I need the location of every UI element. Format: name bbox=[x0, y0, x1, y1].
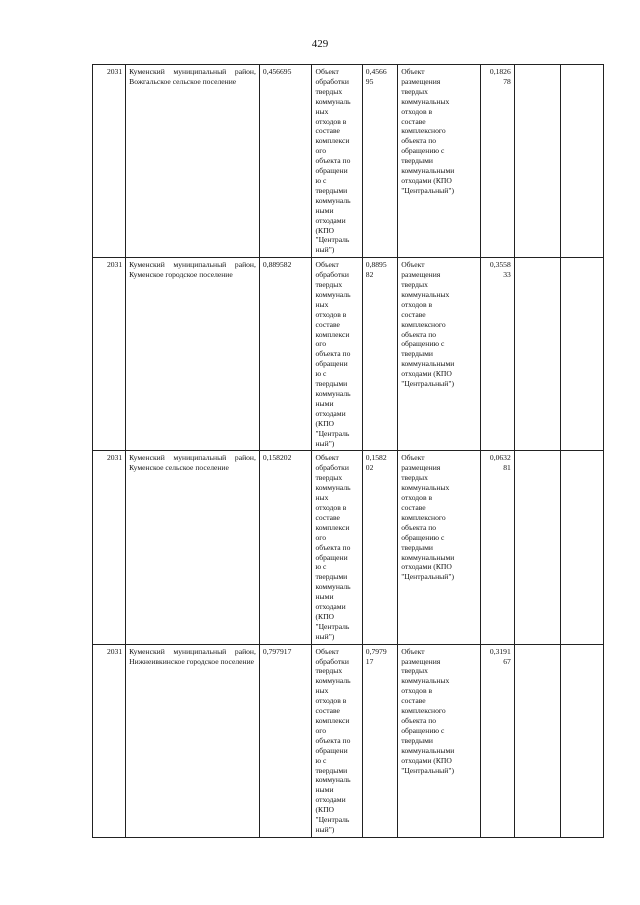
placement-object-cell bbox=[398, 258, 480, 451]
processing-object-text: Объект обработки твердых коммуналь ных отходов в составе комплекси ого объекта по обращени ю с твердыми коммуналь ными отходами (КПО "Централь ный") bbox=[315, 260, 351, 448]
processing-volume-text: 0,1582 02 bbox=[365, 453, 387, 473]
placement-object-text: Объект размещения твердых коммунальных отходов в составе комплексного объекта по обращению с твердыми коммунальными отходами (КПО "Центральный") bbox=[401, 646, 455, 775]
empty-cell bbox=[514, 644, 560, 837]
placement-object-cell bbox=[398, 451, 480, 644]
placement-volume-cell bbox=[480, 451, 514, 644]
placement-object-cell bbox=[398, 65, 480, 258]
placement-object-text: Объект размещения твердых коммунальных отходов в составе комплексного объекта по обращению с твердыми коммунальными отходами (КПО "Центральный") bbox=[401, 453, 455, 582]
empty-cell bbox=[560, 644, 604, 837]
processing-object-cell bbox=[312, 258, 362, 451]
table-row bbox=[93, 644, 604, 837]
year-cell: 2031 bbox=[93, 258, 126, 451]
processing-volume-cell bbox=[362, 451, 397, 644]
placement-volume-cell bbox=[480, 65, 514, 258]
placement-volume-cell bbox=[480, 258, 514, 451]
placement-volume-text: 0,1826 78 bbox=[489, 67, 511, 86]
processing-volume-cell bbox=[362, 644, 397, 837]
empty-cell bbox=[560, 258, 604, 451]
processing-object-cell bbox=[312, 451, 362, 644]
volume-cell: 0,456695 bbox=[259, 65, 312, 258]
processing-volume-cell bbox=[362, 258, 397, 451]
placement-volume-text: 0,3191 67 bbox=[489, 646, 511, 666]
municipality-cell: Куменский муниципальный район, Нижнеивкинское городское поселение bbox=[126, 644, 260, 837]
year-cell: 2031 bbox=[93, 451, 126, 644]
empty-cell bbox=[514, 451, 560, 644]
table-row bbox=[93, 451, 604, 644]
processing-volume-text: 0,8895 82 bbox=[365, 260, 387, 280]
placement-object-text: Объект размещения твердых коммунальных отходов в составе комплексного объекта по обращению с твердыми коммунальными отходами (КПО "Центральный") bbox=[401, 260, 455, 389]
municipality-cell: Куменский муниципальный район, Вожгальское сельское поселение bbox=[126, 65, 260, 258]
placement-object-cell bbox=[398, 644, 480, 837]
placement-volume-text: 0,3558 33 bbox=[489, 260, 511, 280]
municipality-cell: Куменский муниципальный район, Куменское сельское поселение bbox=[126, 451, 260, 644]
processing-volume-text: 0,4566 95 bbox=[365, 67, 387, 86]
processing-volume-text: 0,7979 17 bbox=[365, 646, 387, 666]
page-number: 429 bbox=[311, 38, 329, 50]
processing-object-text: Объект обработки твердых коммуналь ных отходов в составе комплекси ого объекта по обращени ю с твердыми коммуналь ными отходами (КПО "Централь ный") bbox=[315, 646, 351, 834]
waste-flow-table bbox=[92, 64, 604, 838]
volume-cell: 0,889582 bbox=[259, 258, 312, 451]
processing-object-cell bbox=[312, 644, 362, 837]
empty-cell bbox=[514, 258, 560, 451]
year-cell: 2031 bbox=[93, 644, 126, 837]
placement-volume-cell bbox=[480, 644, 514, 837]
empty-cell bbox=[560, 451, 604, 644]
volume-cell: 0,158202 bbox=[259, 451, 312, 644]
municipality-cell: Куменский муниципальный район, Куменское городское поселение bbox=[126, 258, 260, 451]
table-row bbox=[93, 65, 604, 258]
empty-cell bbox=[514, 65, 560, 258]
empty-cell bbox=[560, 65, 604, 258]
volume-cell: 0,797917 bbox=[259, 644, 312, 837]
processing-volume-cell bbox=[362, 65, 397, 258]
processing-object-cell bbox=[312, 65, 362, 258]
placement-object-text: Объект размещения твердых коммунальных отходов в составе комплексного объекта по обращению с твердыми коммунальными отходами (КПО "Центральный") bbox=[401, 67, 455, 195]
table-row bbox=[93, 258, 604, 451]
processing-object-text: Объект обработки твердых коммуналь ных отходов в составе комплекси ого объекта по обращени ю с твердыми коммуналь ными отходами (КПО "Централь ный") bbox=[315, 453, 351, 641]
year-cell: 2031 bbox=[93, 65, 126, 258]
placement-volume-text: 0,0632 81 bbox=[489, 453, 511, 473]
processing-object-text: Объект обработки твердых коммуналь ных отходов в составе комплекси ого объекта по обращени ю с твердыми коммуналь ными отходами (КПО "Централь ный") bbox=[315, 67, 351, 255]
